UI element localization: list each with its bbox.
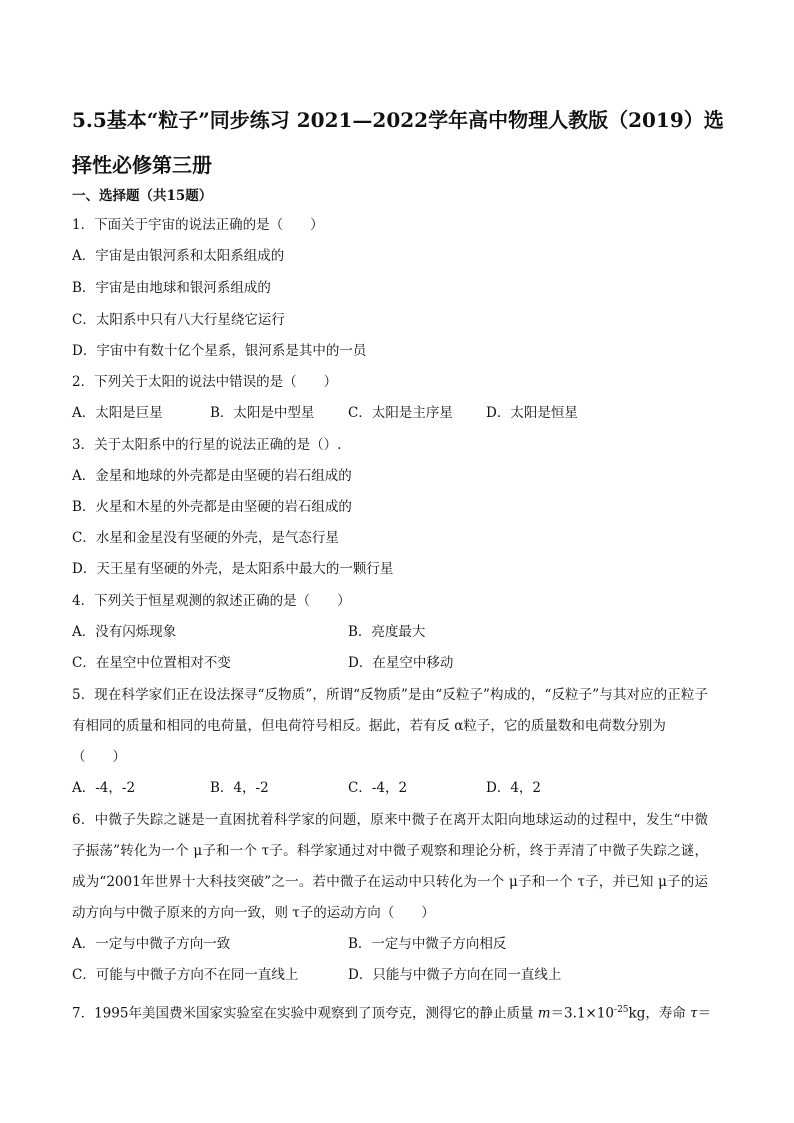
question-4-option-b: B．亮度最大 [348, 624, 426, 640]
question-7-text-2: ＝3.1×10 [550, 1005, 615, 1022]
question-4-option-a: A．没有闪烁现象 [72, 624, 177, 640]
question-2-option-d: D．太阳是恒星 [486, 405, 578, 421]
question-4-option-c: C．在星空中位置相对不变 [72, 655, 231, 671]
question-2-stem: 2．下列关于太阳的说法中错误的是（ ） [72, 374, 338, 390]
question-1-option-a: A．宇宙是由银河系和太阳系组成的 [72, 248, 285, 264]
question-5-stem-line-2: 有相同的质量和相同的电荷量，但电荷符号相反。据此，若有反 α粒子，它的质量数和电荷数分别为 [72, 718, 666, 734]
mass-symbol: m [537, 1005, 551, 1022]
question-1-option-b: B．宇宙是由地球和银河系组成的 [72, 280, 271, 296]
question-7-text-4: ＝ [697, 1005, 712, 1022]
question-6-stem-line-1: 6．中微子失踪之谜是一直困扰着科学家的问题，原来中微子在离开太阳向地球运动的过程中，发生“中微 [72, 812, 708, 828]
document-title: 5.5基本“粒子”同步练习 2021—2022学年高中物理人教版（2019）选择性必修第三册 [72, 108, 724, 177]
question-5-option-c: C．-4，2 [348, 780, 408, 796]
question-2-option-b: B．太阳是中型星 [210, 405, 315, 421]
section-heading: 一、选择题（共15题） [72, 188, 213, 204]
mass-exponent: -25 [614, 1005, 629, 1015]
question-3-option-c: C．水星和金星没有坚硬的外壳，是气态行星 [72, 530, 339, 546]
question-3-option-d: D．天王星有坚硬的外壳，是太阳系中最大的一颗行星 [72, 561, 394, 577]
question-5-option-b: B．4，-2 [210, 780, 269, 796]
question-5-stem-line-1: 5．现在科学家们正在设法探寻“反物质”，所谓“反物质”是由“反粒子”构成的，“反粒子”与其对应的正粒子 [72, 687, 708, 703]
lifetime-symbol: τ [690, 1005, 698, 1022]
question-1-option-d: D．宇宙中有数十亿个星系，银河系是其中的一员 [72, 343, 367, 359]
question-6-option-a: A．一定与中微子方向一致 [72, 936, 231, 952]
question-1-stem: 1．下面关于宇宙的说法正确的是（ ） [72, 217, 324, 233]
question-1-option-c: C．太阳系中只有八大行星绕它运行 [72, 312, 285, 328]
question-6-option-b: B．一定与中微子方向相反 [348, 936, 507, 952]
question-5-option-d: D．4，2 [486, 780, 542, 796]
question-5-option-a: A．-4，-2 [72, 780, 136, 796]
question-7-stem [72, 1000, 711, 1024]
question-6-option-d: D．只能与中微子方向在同一直线上 [348, 967, 562, 983]
question-7-text-1: 7．1995年美国费米国家实验室在实验中观察到了顶夸克，测得它的静止质量 [72, 1005, 538, 1022]
question-4-stem: 4．下列关于恒星观测的叙述正确的是（ ） [72, 593, 351, 609]
question-6-stem-line-3: 成为“2001年世界十大科技突破”之一。若中微子在运动中只转化为一个 μ子和一个 τ子，并已知 μ子的运 [72, 874, 708, 890]
question-6-stem-line-4: 动方向与中微子原来的方向一致，则 τ子的运动方向（ ） [72, 905, 435, 921]
question-3-option-b: B．火星和木星的外壳都是由坚硬的岩石组成的 [72, 499, 352, 515]
question-5-stem-line-3: （ ） [72, 749, 126, 765]
question-6-option-c: C．可能与中微子方向不在同一直线上 [72, 967, 299, 983]
question-4-option-d: D．在星空中移动 [348, 655, 454, 671]
question-2-option-a: A．太阳是巨星 [72, 405, 163, 421]
question-7-text-3: kg，寿命 [628, 1005, 691, 1022]
question-6-stem-line-2: 子振荡”转化为一个 μ子和一个 τ子。科学家通过对中微子观察和理论分析，终于弄清了中微子失踪之谜， [72, 843, 708, 859]
question-3-option-a: A．金星和地球的外壳都是由坚硬的岩石组成的 [72, 468, 352, 484]
question-3-stem: 3．关于太阳系中的行星的说法正确的是（）. [72, 437, 342, 453]
question-2-option-c: C．太阳是主序星 [348, 405, 453, 421]
